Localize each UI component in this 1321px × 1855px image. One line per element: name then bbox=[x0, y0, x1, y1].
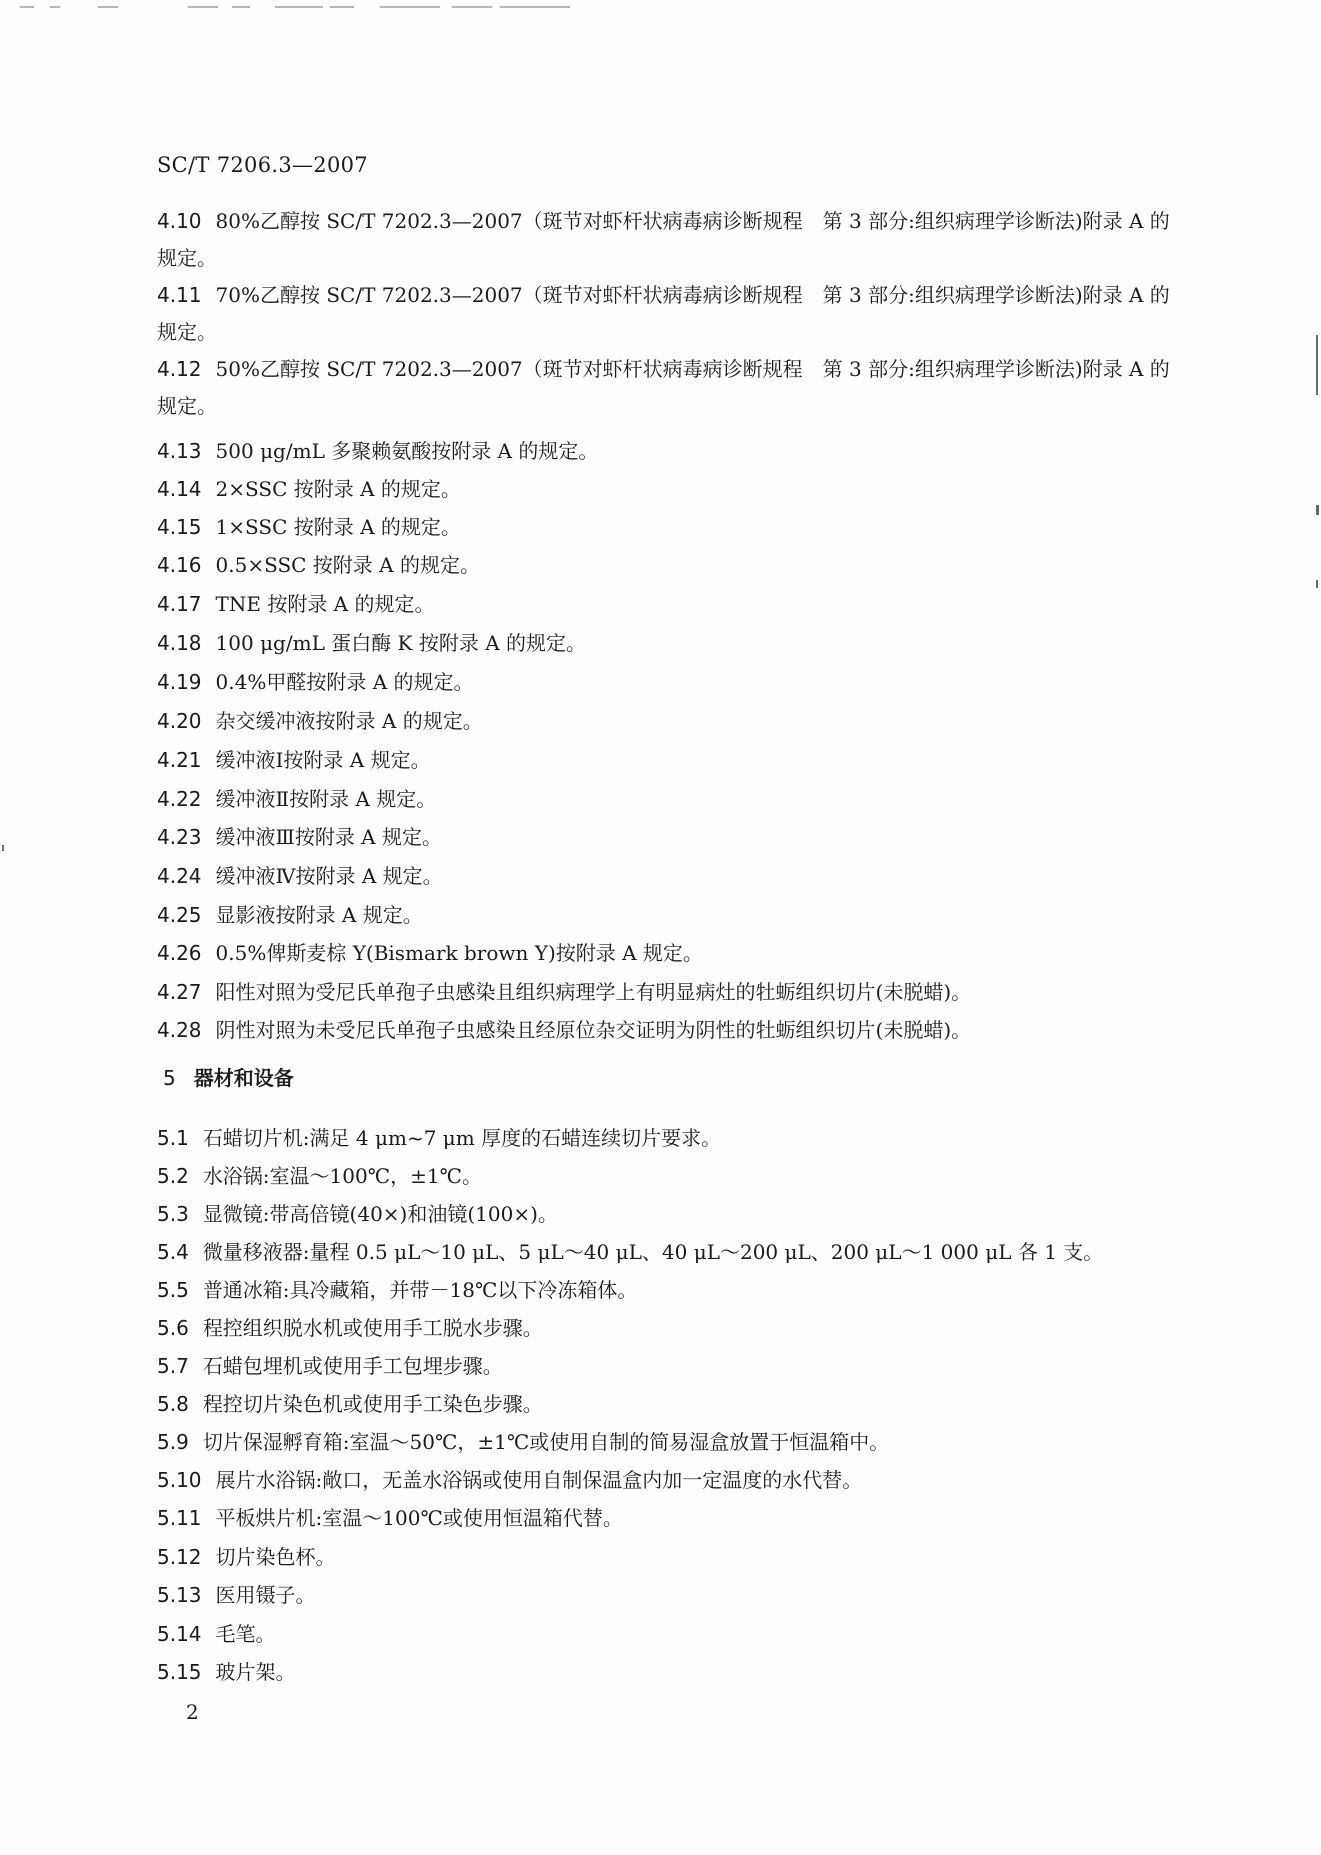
item-text: 缓冲液Ⅳ按附录 A 规定。 bbox=[215, 864, 443, 888]
item-number: 4.16 bbox=[157, 553, 202, 577]
item-text: 50%乙醇按 SC/T 7202.3—2007（斑节对虾杆状病毒病诊断规程 第 3 部分:组织病理学诊断法)附录 A 的规定。 bbox=[157, 357, 1170, 418]
list-item bbox=[157, 818, 1181, 856]
list-item bbox=[157, 1157, 1181, 1195]
section-title: 器材和设备 bbox=[193, 1066, 294, 1090]
list-item bbox=[157, 973, 1181, 1011]
item-number: 4.11 bbox=[157, 283, 202, 307]
item-number: 5.11 bbox=[157, 1506, 202, 1530]
list-item bbox=[157, 857, 1181, 895]
list-item bbox=[157, 1011, 1181, 1049]
list-item bbox=[157, 1347, 1181, 1385]
document-code-header: SC/T 7206.3—2007 bbox=[157, 153, 368, 177]
item-text: 0.5×SSC 按附录 A 的规定。 bbox=[215, 553, 480, 577]
item-text: 展片水浴锅:敞口，无盖水浴锅或使用自制保温盒内加一定温度的水代替。 bbox=[215, 1468, 863, 1492]
list-item bbox=[157, 1423, 1181, 1461]
list-item bbox=[157, 1119, 1181, 1157]
item-text: 杂交缓冲液按附录 A 的规定。 bbox=[215, 709, 483, 733]
item-text: 80%乙醇按 SC/T 7202.3—2007（斑节对虾杆状病毒病诊断规程 第 3 部分:组织病理学诊断法)附录 A 的规定。 bbox=[157, 209, 1170, 270]
scan-artifact-marks bbox=[20, 6, 580, 10]
item-number: 4.21 bbox=[157, 748, 202, 772]
item-text: 普通冰箱:具冷藏箱，并带－18℃以下冷冻箱体。 bbox=[202, 1278, 638, 1302]
list-item bbox=[157, 277, 1181, 351]
page-number: 2 bbox=[186, 1700, 199, 1724]
item-number: 5.12 bbox=[157, 1545, 202, 1569]
list-item bbox=[157, 1461, 1181, 1499]
item-number: 4.14 bbox=[157, 477, 202, 501]
item-number: 5.3 bbox=[157, 1202, 189, 1226]
list-item bbox=[157, 470, 1181, 508]
item-number: 5.5 bbox=[157, 1278, 189, 1302]
item-text: 平板烘片机:室温～100℃或使用恒温箱代替。 bbox=[215, 1506, 623, 1530]
item-number: 5.6 bbox=[157, 1316, 189, 1340]
item-number: 4.24 bbox=[157, 864, 202, 888]
item-number: 4.28 bbox=[157, 1018, 202, 1042]
item-number: 5.15 bbox=[157, 1660, 202, 1684]
item-text: 医用镊子。 bbox=[215, 1583, 316, 1607]
scan-edge-mark bbox=[1316, 505, 1319, 515]
item-text: 0.4%甲醛按附录 A 的规定。 bbox=[215, 670, 474, 694]
list-item bbox=[157, 1233, 1181, 1271]
item-text: 缓冲液Ⅰ按附录 A 规定。 bbox=[215, 748, 431, 772]
item-text: 显微镜:带高倍镜(40×)和油镜(100×)。 bbox=[202, 1202, 558, 1226]
list-item bbox=[157, 1385, 1181, 1423]
scan-edge-mark bbox=[2, 845, 4, 851]
item-number: 5.8 bbox=[157, 1392, 189, 1416]
item-number: 4.13 bbox=[157, 439, 202, 463]
list-item bbox=[157, 702, 1181, 740]
list-item bbox=[157, 1271, 1181, 1309]
item-text: 1×SSC 按附录 A 的规定。 bbox=[215, 515, 461, 539]
item-number: 4.20 bbox=[157, 709, 202, 733]
list-item bbox=[157, 508, 1181, 546]
list-item bbox=[157, 663, 1181, 701]
item-number: 5.4 bbox=[157, 1240, 189, 1264]
item-number: 5.7 bbox=[157, 1354, 189, 1378]
item-text: 显影液按附录 A 规定。 bbox=[215, 903, 423, 927]
item-number: 4.17 bbox=[157, 592, 202, 616]
item-number: 4.19 bbox=[157, 670, 202, 694]
item-number: 4.12 bbox=[157, 357, 202, 381]
list-item bbox=[157, 624, 1181, 662]
section-number: 5 bbox=[163, 1066, 176, 1090]
list-item bbox=[157, 741, 1181, 779]
item-text: 100 μg/mL 蛋白酶 K 按附录 A 的规定。 bbox=[215, 631, 587, 655]
item-text: 石蜡包埋机或使用手工包埋步骤。 bbox=[202, 1354, 503, 1378]
list-item bbox=[157, 1499, 1181, 1537]
item-number: 4.25 bbox=[157, 903, 202, 927]
item-number: 4.18 bbox=[157, 631, 202, 655]
item-number: 4.15 bbox=[157, 515, 202, 539]
list-item bbox=[157, 1309, 1181, 1347]
item-number: 4.26 bbox=[157, 941, 202, 965]
item-text: 2×SSC 按附录 A 的规定。 bbox=[215, 477, 461, 501]
list-item bbox=[157, 780, 1181, 818]
item-text: 缓冲液Ⅲ按附录 A 规定。 bbox=[215, 825, 442, 849]
item-number: 5.10 bbox=[157, 1468, 202, 1492]
item-number: 5.1 bbox=[157, 1126, 189, 1150]
list-item bbox=[157, 1576, 1181, 1614]
list-item bbox=[157, 585, 1181, 623]
list-item bbox=[157, 1615, 1181, 1653]
section-heading bbox=[163, 1062, 294, 1091]
item-number: 4.10 bbox=[157, 209, 202, 233]
list-item bbox=[157, 1538, 1181, 1576]
scan-edge-mark bbox=[1316, 335, 1318, 395]
item-text: TNE 按附录 A 的规定。 bbox=[215, 592, 435, 616]
item-text: 切片染色杯。 bbox=[215, 1545, 336, 1569]
list-item bbox=[157, 1653, 1181, 1691]
list-item bbox=[157, 1195, 1181, 1233]
item-text: 0.5%俾斯麦棕 Y(Bismark brown Y)按附录 A 规定。 bbox=[215, 941, 703, 965]
item-text: 水浴锅:室温～100℃，±1℃。 bbox=[202, 1164, 482, 1188]
list-item bbox=[157, 351, 1181, 425]
item-number: 5.2 bbox=[157, 1164, 189, 1188]
item-text: 程控组织脱水机或使用手工脱水步骤。 bbox=[202, 1316, 543, 1340]
item-number: 5.13 bbox=[157, 1583, 202, 1607]
item-number: 4.23 bbox=[157, 825, 202, 849]
list-item bbox=[157, 896, 1181, 934]
item-text: 70%乙醇按 SC/T 7202.3—2007（斑节对虾杆状病毒病诊断规程 第 3 部分:组织病理学诊断法)附录 A 的规定。 bbox=[157, 283, 1170, 344]
item-number: 4.22 bbox=[157, 787, 202, 811]
list-item bbox=[157, 203, 1181, 277]
item-text: 石蜡切片机:满足 4 μm~7 μm 厚度的石蜡连续切片要求。 bbox=[202, 1126, 722, 1150]
item-number: 5.9 bbox=[157, 1430, 189, 1454]
item-text: 程控切片染色机或使用手工染色步骤。 bbox=[202, 1392, 543, 1416]
item-text: 微量移液器:量程 0.5 μL～10 μL、5 μL～40 μL、40 μL～200 μL、200 μL～1 000 μL 各 1 支。 bbox=[202, 1240, 1104, 1264]
list-item bbox=[157, 432, 1181, 470]
item-text: 500 μg/mL 多聚赖氨酸按附录 A 的规定。 bbox=[215, 439, 599, 463]
item-text: 阳性对照为受尼氏单孢子虫感染且组织病理学上有明显病灶的牡蛎组织切片(未脱蜡)。 bbox=[215, 980, 972, 1004]
list-item bbox=[157, 546, 1181, 584]
item-text: 玻片架。 bbox=[215, 1660, 296, 1684]
scan-edge-mark bbox=[1316, 580, 1318, 588]
item-number: 4.27 bbox=[157, 980, 202, 1004]
list-item bbox=[157, 934, 1181, 972]
item-text: 缓冲液Ⅱ按附录 A 规定。 bbox=[215, 787, 437, 811]
item-text: 毛笔。 bbox=[215, 1622, 276, 1646]
item-text: 阴性对照为未受尼氏单孢子虫感染且经原位杂交证明为阴性的牡蛎组织切片(未脱蜡)。 bbox=[215, 1018, 972, 1042]
item-text: 切片保湿孵育箱:室温～50℃，±1℃或使用自制的简易湿盒放置于恒温箱中。 bbox=[202, 1430, 890, 1454]
item-number: 5.14 bbox=[157, 1622, 202, 1646]
